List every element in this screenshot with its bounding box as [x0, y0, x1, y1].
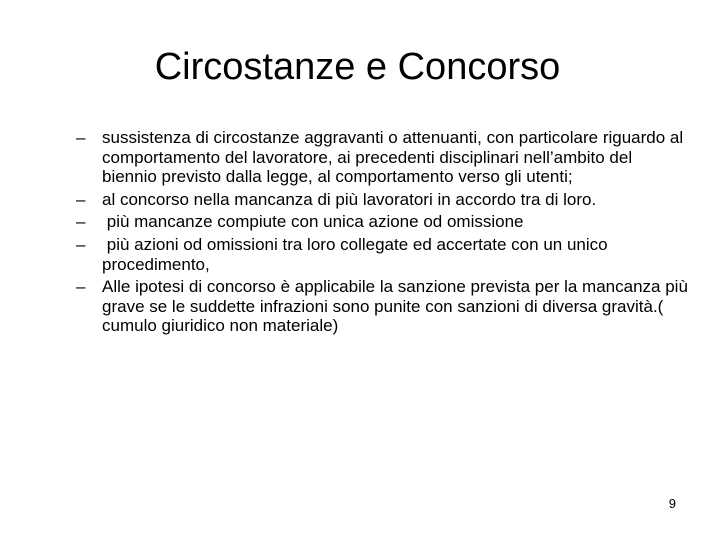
page-number: 9: [668, 496, 676, 511]
bullet-item: [76, 212, 691, 232]
bullet-text: Alle ipotesi di concorso è applicabile la sanzione prevista per la mancanza più grave se le suddette infrazioni sono punite con sanzioni di diversa gravità.( cumulo giuridico non materiale): [102, 277, 688, 336]
bullet-item: [76, 235, 691, 274]
bullet-text: al concorso nella mancanza di più lavoratori in accordo tra di loro.: [102, 189, 597, 209]
bullet-item: [76, 190, 691, 210]
bullet-item: [76, 277, 691, 336]
slide-title: Circostanze e Concorso: [154, 46, 561, 88]
bullet-dash: –: [76, 277, 86, 297]
bullet-text: più mancanze compiute con unica azione od omissione: [102, 212, 524, 232]
bullet-text: più azioni od omissioni tra loro collegate ed accertate con un unico procedimento,: [102, 234, 613, 274]
bullet-dash: –: [76, 212, 86, 232]
bullet-text: sussistenza di circostanze aggravanti o attenuanti, con particolare riguardo al comportamento del lavoratore, ai precedenti disciplinari nell’ambito del biennio previsto dalla legge, al comportamento verso gli utenti;: [102, 128, 684, 187]
bullet-item: [76, 128, 691, 187]
bullet-dash: –: [76, 234, 86, 254]
bullet-list: [76, 128, 691, 339]
bullet-dash: –: [76, 128, 86, 147]
bullet-dash: –: [76, 189, 86, 209]
